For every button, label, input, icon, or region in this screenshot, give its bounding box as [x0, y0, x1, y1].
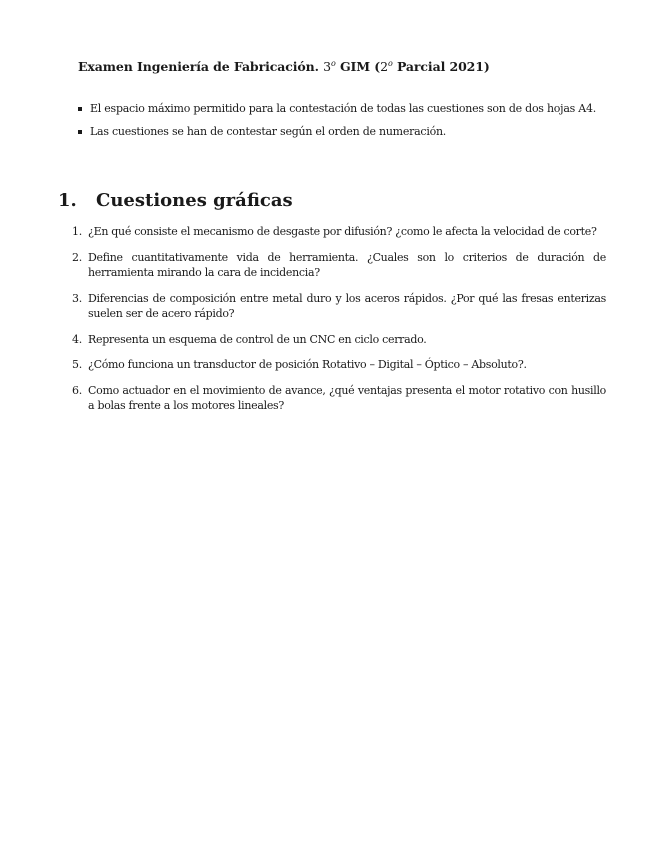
- question-item: [72, 250, 606, 281]
- question-text: Diferencias de composición entre metal duro y los aceros rápidos. ¿Por qué las fresas enterizas suelen ser de acero rápido?: [88, 291, 606, 320]
- instruction-item: [78, 125, 598, 139]
- question-number: 4.: [72, 332, 82, 346]
- question-item: [72, 357, 606, 373]
- question-number: 2.: [72, 250, 82, 264]
- question-number: 3.: [72, 291, 82, 305]
- section-number: 1.: [58, 190, 77, 211]
- instruction-item: [78, 102, 598, 116]
- bullet-icon: [78, 107, 82, 111]
- question-text: ¿En qué consiste el mecanismo de desgaste por difusión? ¿como le afecta la velocidad de corte?: [88, 225, 597, 238]
- parcial-number-superscript: o: [387, 59, 393, 68]
- instruction-text: Las cuestiones se han de contestar según el orden de numeración.: [90, 125, 447, 138]
- question-item: [72, 224, 606, 240]
- parcial-number: 2: [380, 59, 388, 74]
- course-number: 3: [323, 59, 331, 74]
- question-number: 1.: [72, 225, 82, 238]
- question-item: [72, 332, 606, 348]
- question-text: Define cuantitativamente vida de herramienta. ¿Cuales son lo criterios de duración de herramienta mirando la cara de incidencia?: [88, 250, 606, 279]
- question-text: Representa un esquema de control de un CNC en ciclo cerrado.: [88, 332, 427, 346]
- question-number: 6.: [72, 383, 82, 397]
- questions-list: [72, 224, 606, 424]
- exam-header: [78, 59, 490, 74]
- question-text: ¿Cómo funciona un transductor de posición Rotativo – Digital – Óptico – Absoluto?.: [88, 358, 527, 371]
- parcial-label: Parcial 2021): [396, 59, 490, 74]
- question-item: [72, 383, 606, 414]
- question-text: Como actuador en el movimiento de avance, ¿qué ventajas presenta el motor rotativo con husillo a bolas frente a los motores lineales?: [88, 383, 606, 412]
- bullet-icon: [78, 130, 82, 134]
- question-item: [72, 291, 606, 322]
- instructions-list: [78, 102, 598, 148]
- section-title: Cuestiones gráficas: [96, 190, 293, 211]
- question-number: 5.: [72, 358, 82, 371]
- instruction-text: El espacio máximo permitido para la contestación de todas las cuestiones son de dos hojas A4.: [90, 102, 596, 115]
- course-number-superscript: o: [330, 59, 336, 68]
- header-title: Examen Ingeniería de Fabricación.: [78, 59, 319, 74]
- course-name: GIM: [339, 59, 371, 74]
- section-heading: [58, 190, 293, 211]
- parcial-open-paren: (: [374, 59, 381, 74]
